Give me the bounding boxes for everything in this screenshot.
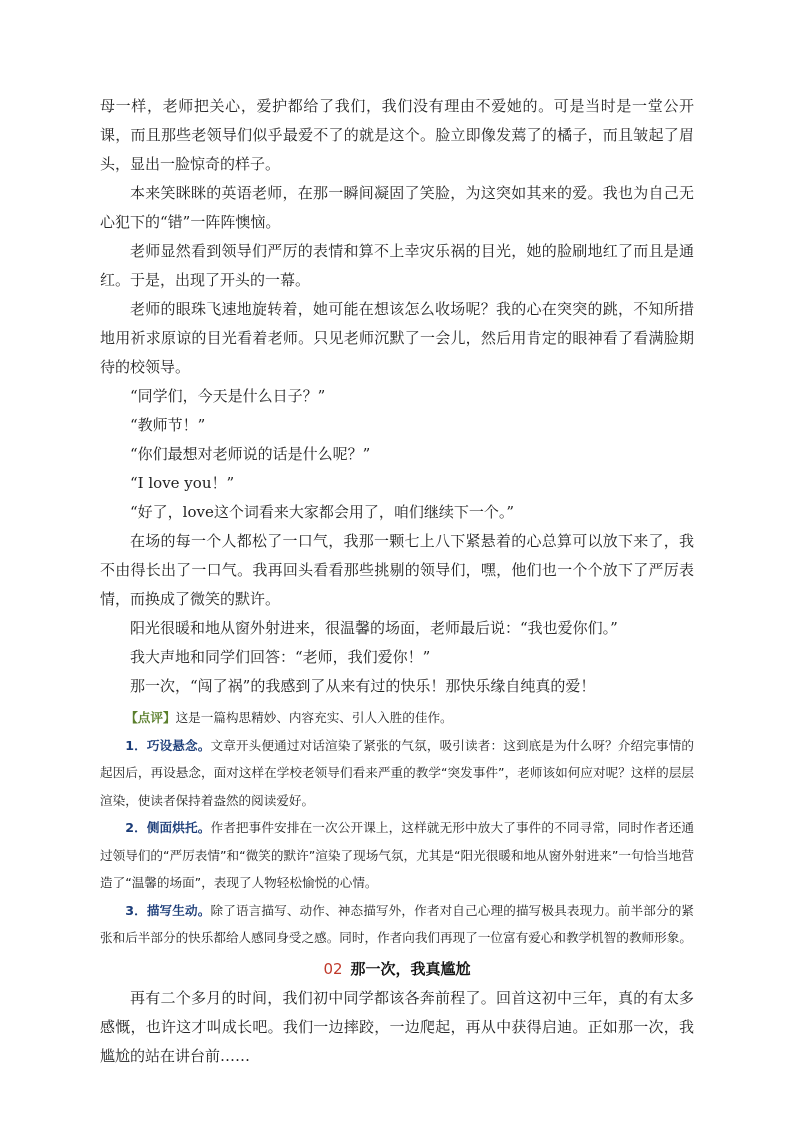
commentary-point — [100, 814, 694, 897]
paragraph: 阳光很暖和地从窗外射进来，很温馨的场面，老师最后说：“我也爱你们。” — [130, 619, 618, 637]
paragraph: 在场的每一个人都松了一口气，我那一颗七上八下紧悬着的心总算可以放下来了，我不由得长出了一口气。我再回头看看那些挑剔的领导们，嘿，他们也一个个放下了严厉表情，而换成了微笑的默许。 — [100, 532, 694, 608]
dialogue-line: “好了，love这个词看来大家都会用了，咱们继续下一个。” — [130, 503, 515, 521]
section-number: 02 — [323, 959, 343, 978]
commentary-point-text: 作者把事件安排在一次公开课上，这样就无形中放大了事件的不同寻常，同时作者还通过领导们的“严厉表情”和“微笑的默许”渲染了现场气氛，尤其是“阳光很暖和地从窗外射进来”一句恰当地营造了“温馨的场面”，表现了人物轻松愉悦的心情。 — [100, 820, 695, 890]
section-heading — [100, 954, 694, 984]
dialogue-line: “教师节！” — [130, 416, 206, 434]
commentary-point-title: 2．侧面烘托。 — [125, 820, 211, 835]
paragraph: 再有二个多月的时间，我们初中同学都该各奔前程了。回首这初中三年，真的有太多感慨，也许这才叫成长吧。我们一边摔跤，一边爬起，再从中获得启迪。正如那一次，我尴尬的站在讲台前…… — [100, 988, 694, 1065]
document-body — [100, 92, 694, 1071]
commentary-point-text: 除了语言描写、动作、神态描写外，作者对自己心理的描写极具表现力。前半部分的紧张和后半部分的快乐都给人感同身受之感。同时，作者向我们再现了一位富有爱心和教学机智的教师形象。 — [100, 902, 695, 945]
commentary-point — [100, 732, 694, 815]
dialogue-line: “I love you！” — [130, 474, 235, 492]
commentary-point-title: 3．描写生动。 — [125, 902, 211, 918]
commentary-point — [100, 897, 694, 952]
commentary-intro-text: 这是一篇构思精妙、内容充实、引人入胜的佳作。 — [175, 710, 453, 725]
dialogue-line: “你们最想对老师说的话是什么呢？” — [130, 445, 371, 463]
commentary-intro — [100, 704, 694, 732]
paragraph: 母一样，老师把关心，爱护都给了我们，我们没有理由不爱她的。可是当时是一堂公开课，而且那些老领导们似乎最爱不了的就是这个。脸立即像发蔫了的橘子，而且皱起了眉头，显出一脸惊奇的样子。 — [100, 97, 694, 173]
paragraph: 我大声地和同学们回答：“老师，我们爱你！” — [130, 648, 431, 666]
dialogue-line: “同学们，今天是什么日子？” — [130, 387, 326, 405]
commentary-tag: 【点评】 — [125, 710, 176, 725]
paragraph: 老师的眼珠飞速地旋转着，她可能在想该怎么收场呢？我的心在突突的跳，不知所措地用祈求原谅的目光看着老师。只见老师沉默了一会儿，然后用肯定的眼神看了看满脸期待的校领导。 — [100, 300, 694, 376]
commentary-point-title: 1．巧设悬念。 — [125, 737, 211, 753]
paragraph: 那一次，“闯了祸”的我感到了从来有过的快乐！那快乐缘自纯真的爱！ — [130, 677, 596, 695]
paragraph: 老师显然看到领导们严厉的表情和算不上幸灾乐祸的目光，她的脸刷地红了而且是通红。于是，出现了开头的一幕。 — [100, 242, 694, 289]
paragraph: 本来笑眯眯的英语老师，在那一瞬间凝固了笑脸，为这突如其来的爱。我也为自己无心犯下的“错”一阵阵懊恼。 — [100, 184, 694, 231]
section-title: 那一次，我真尴尬 — [350, 959, 471, 978]
commentary-point-text: 文章开头便通过对话渲染了紧张的气氛，吸引读者：这到底是为什么呀？介绍完事情的起因后，再设悬念，面对这样在学校老领导们看来严重的教学“突发事件”，老师该如何应对呢？这样的层层渲染，使读者保持着盎然的阅读爱好。 — [100, 737, 695, 808]
